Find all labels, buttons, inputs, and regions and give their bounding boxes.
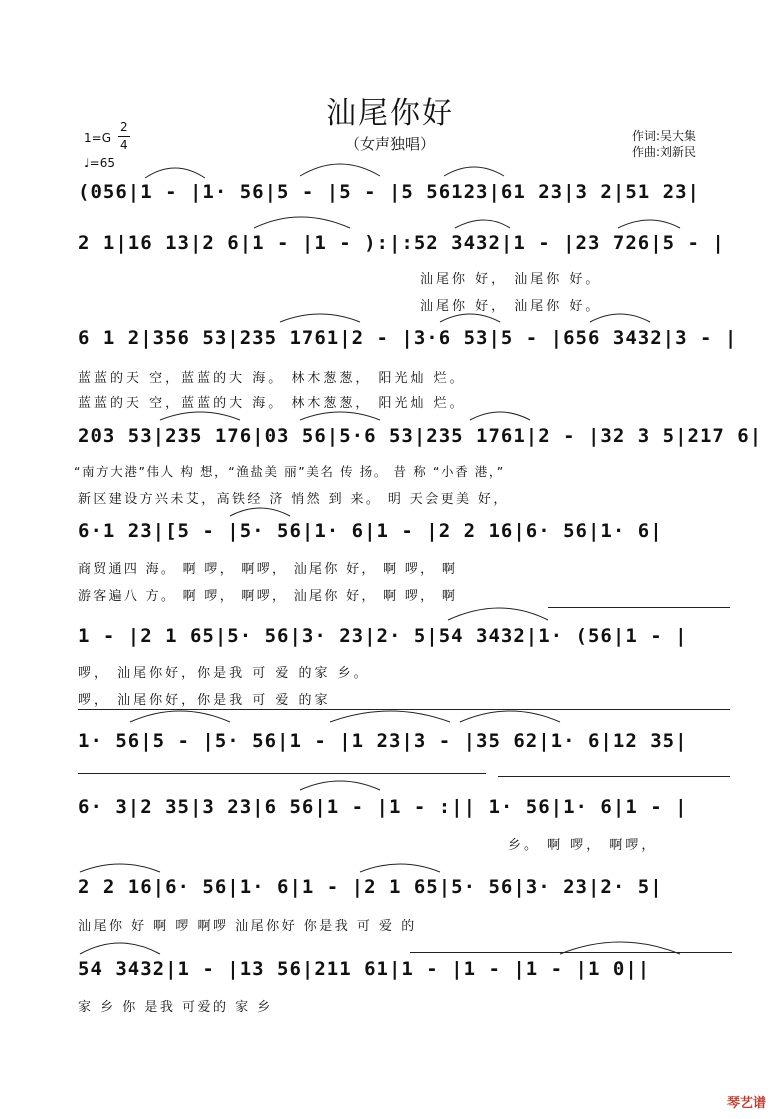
system-2-notes: 2 1|16 13|2 6|1 - |1 - ):|:52 3432|1 - |23 726|5 - | [78, 232, 725, 254]
system-5-notes: 6·1 23|[5 - |5· 56|1· 6|1 - |2 2 16|6· 56|1· 6| [78, 520, 663, 542]
system-10-notes: 54 3432|1 - |13 56|211 61|1 - |1 - |1 - |1 0|| [78, 958, 651, 980]
time-signature-top: 2 [120, 120, 128, 134]
page-title: 汕尾你好 [326, 96, 454, 131]
brand-logo: 琴艺谱 [726, 1096, 766, 1111]
composer-credit: 作曲:刘新民 [632, 145, 697, 159]
system-2-lyric-1: 汕尾你 好， 汕尾你 好。 [420, 272, 602, 287]
system-5-lyric-2: 游客遍八 方。 啊 啰， 啊啰， 汕尾你 好， 啊 啰， 啊 [78, 589, 458, 604]
system-9-lyric-1: 汕尾你 好 啊 啰 啊啰 汕尾你好 你是我 可 爱 的 [78, 919, 417, 934]
system-4-lyric-1: “南方大港”伟人 构 想，“渔盐美 丽”美名 传 扬。 昔 称 “小香 港，” [74, 464, 505, 479]
system-8-notes: 6· 3|2 35|3 23|6 56|1 - |1 - :|| 1· 56|1· 6|1 - | [78, 796, 688, 818]
system-6-lyric-1: 啰， 汕尾你好，你是我 可 爱 的家 乡。 [78, 666, 370, 681]
system-3-lyric-1: 蓝蓝的天 空，蓝蓝的大 海。 林木葱葱， 阳光灿 烂。 [78, 371, 466, 386]
system-7-notes: 1· 56|5 - |5· 56|1 - |1 23|3 - |35 62|1· 6|12 35| [78, 730, 688, 752]
lyricist-credit: 作词:吴大集 [632, 129, 697, 143]
system-1-notes: (056|1 - |1· 56|5 - |5 - |5 56123|61 23|3 2|51 23| [78, 181, 700, 203]
system-4-notes: 203 53|235 176|03 56|5·6 53|235 1761|2 - |32 3 5|217 6| [78, 425, 763, 447]
system-4-lyric-2: 新区建设方兴未艾，高铁经 济 悄然 到 来。 明 天会更美 好， [78, 492, 509, 507]
key-signature: 1=G [84, 131, 111, 145]
tempo-marking: ♩=65 [84, 156, 115, 170]
system-8-lyric-1: 乡。 啊 啰， 啊啰， [508, 838, 658, 853]
system-5-lyric-1: 商贸通四 海。 啊 啰， 啊啰， 汕尾你 好， 啊 啰， 啊 [78, 562, 458, 577]
system-6-lyric-2: 啰， 汕尾你好，你是我 可 爱 的家 [78, 693, 331, 708]
system-10-lyric-1: 家 乡 你 是我 可爱的 家 乡 [78, 1000, 273, 1015]
system-3-notes: 6 1 2|356 53|235 1761|2 - |3·6 53|5 - |656 3432|3 - | [78, 327, 738, 349]
subtitle: （女声独唱） [344, 135, 435, 153]
system-2-lyric-2: 汕尾你 好， 汕尾你 好。 [420, 299, 602, 314]
time-signature-bottom: 4 [120, 138, 128, 152]
system-6-notes: 1 - |2 1 65|5· 56|3· 23|2· 5|54 3432|1· (56|1 - | [78, 625, 688, 647]
system-9-notes: 2 2 16|6· 56|1· 6|1 - |2 1 65|5· 56|3· 23|2· 5| [78, 876, 663, 898]
system-3-lyric-2: 蓝蓝的天 空，蓝蓝的大 海。 林木葱葱， 阳光灿 烂。 [78, 396, 466, 411]
